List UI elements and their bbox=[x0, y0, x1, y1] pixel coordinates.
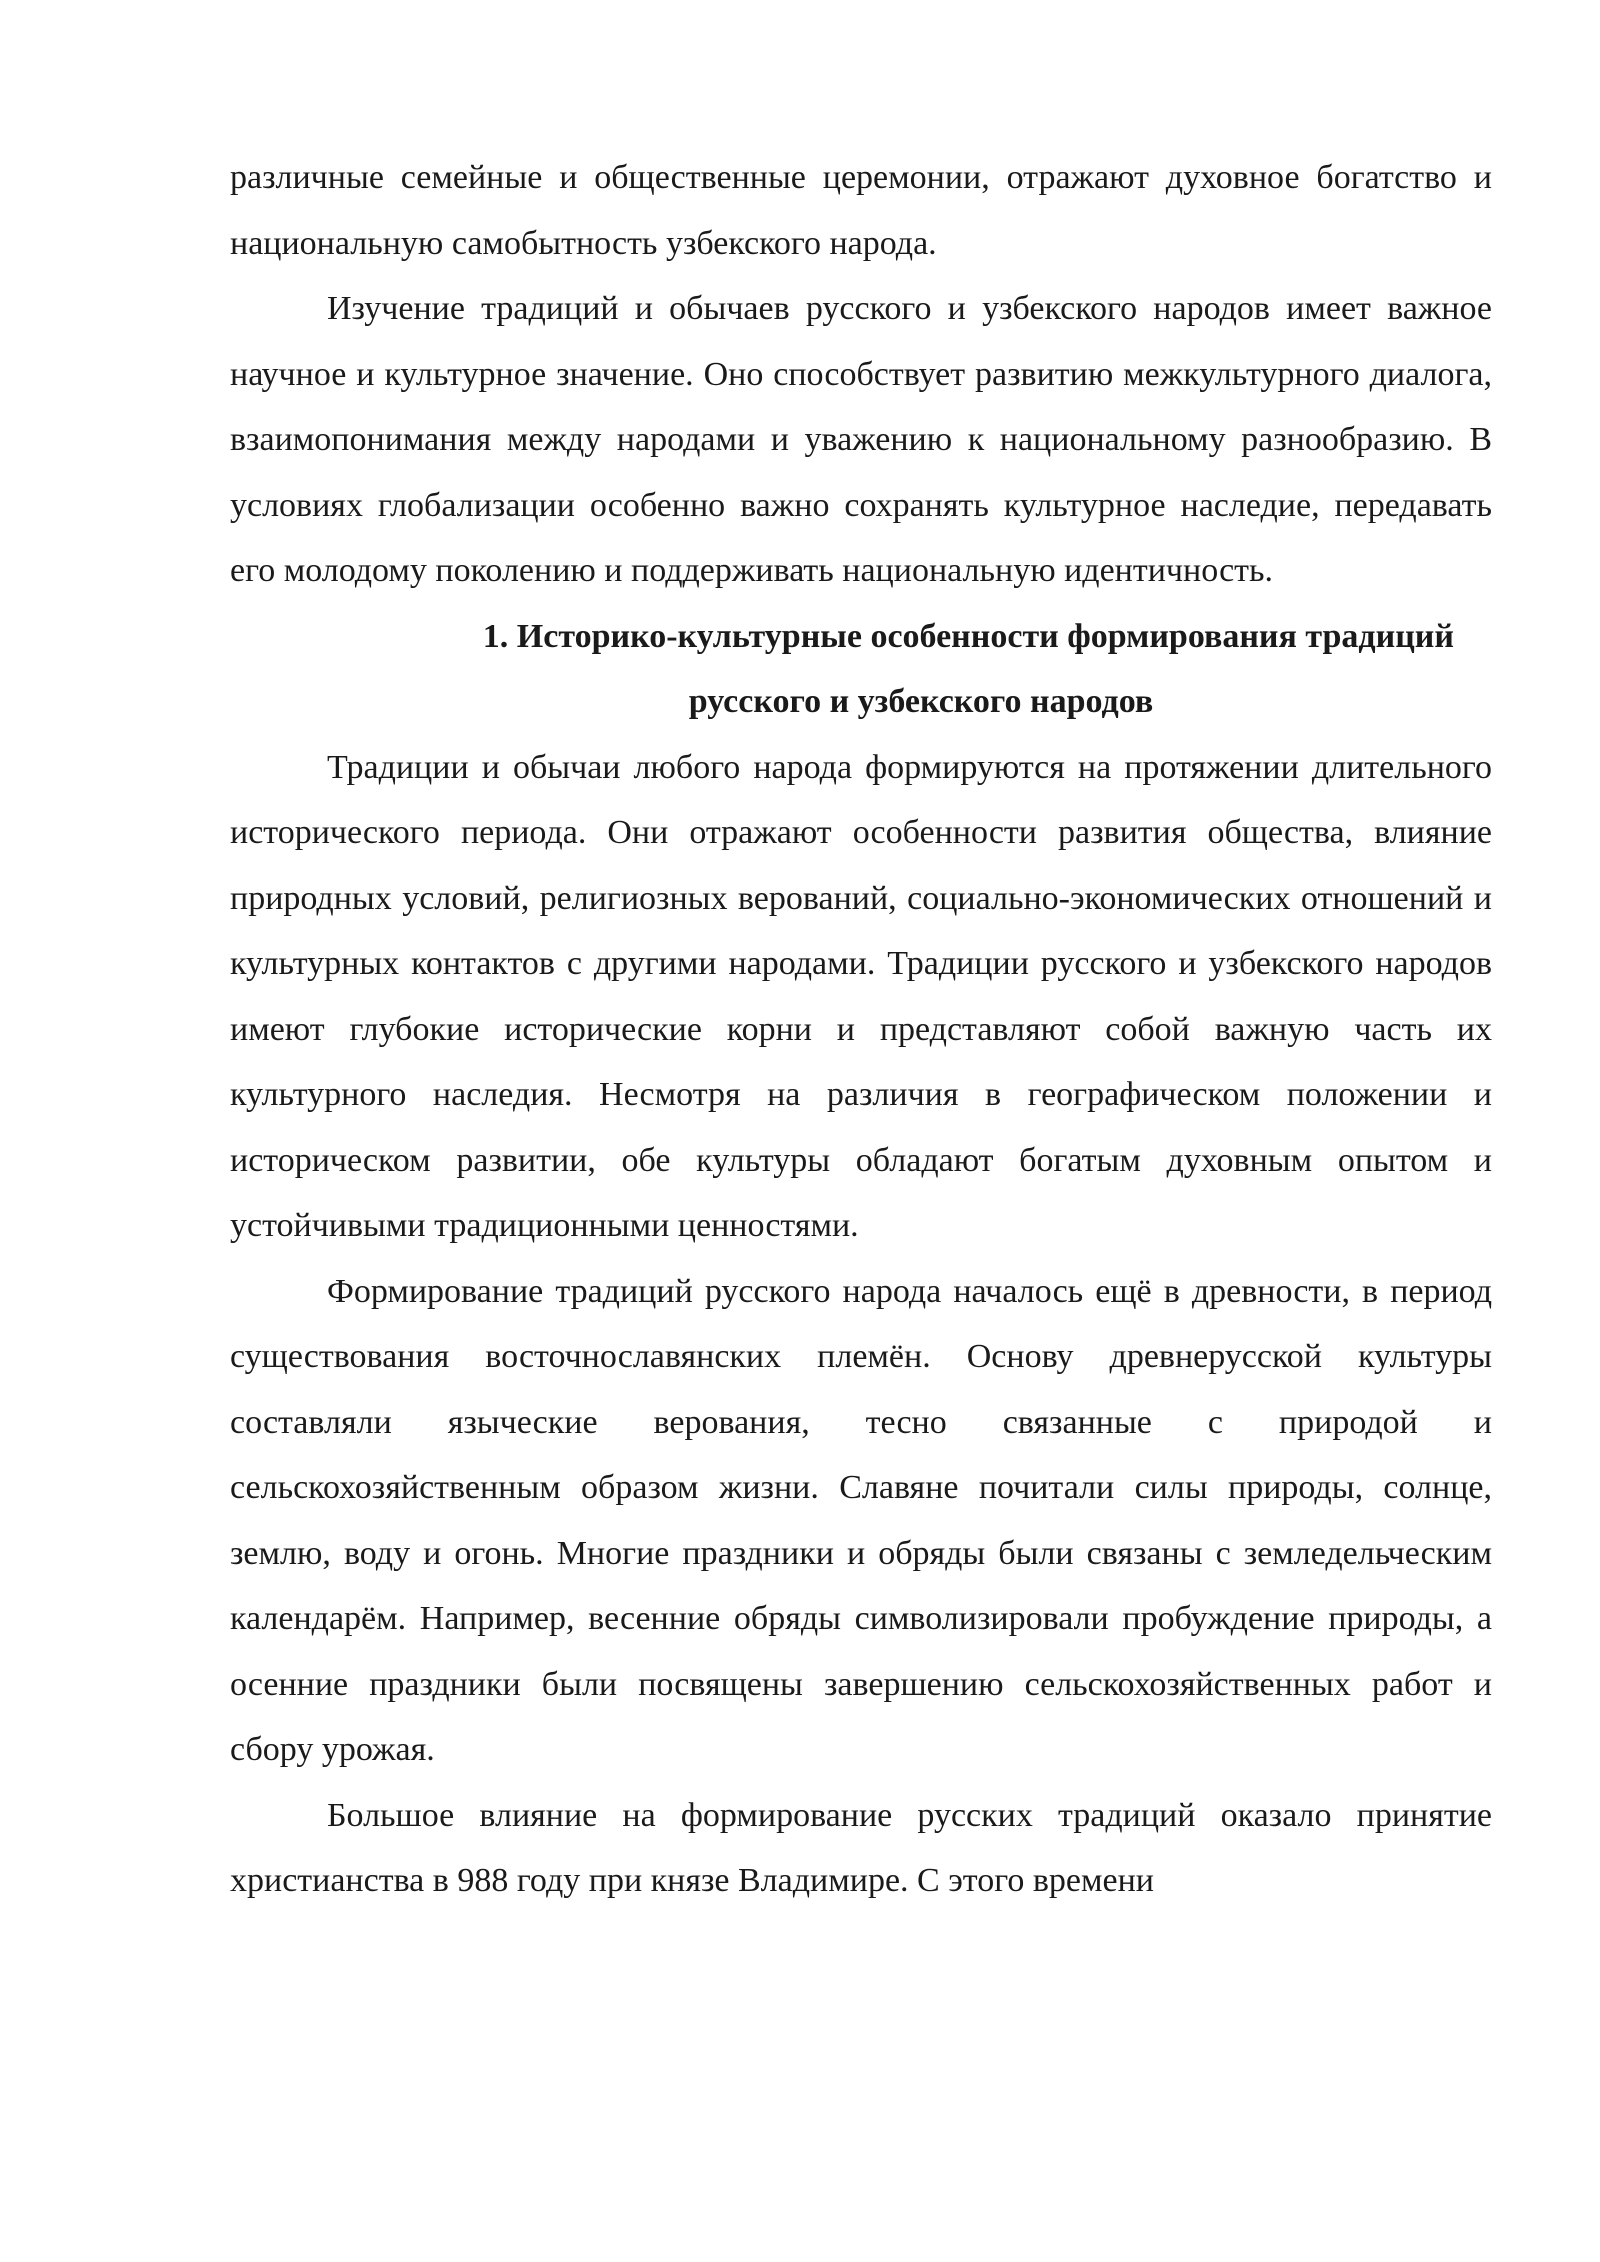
section-heading-line-2: русского и узбекского народов bbox=[688, 683, 1154, 720]
paragraph-5: Большое влияние на формирование русских традиций оказало принятие христианства в 988 году при князе Владимире. С этого времени bbox=[230, 1796, 1492, 1899]
document-page bbox=[230, 145, 1492, 1914]
paragraph-2: Изучение традиций и обычаев русского и узбекского народов имеет важное научное и культурное значение. Оно способствует развитию межкультурного диалога, взаимопонимания между народами и уважению к национальному разнообразию. В условиях глобализации особенно важно сохранять культурное наследие, передавать его молодому поколению и поддерживать национальную идентичность. bbox=[230, 290, 1492, 589]
paragraph-1: различные семейные и общественные церемонии, отражают духовное богатство и национальную самобытность узбекского народа. bbox=[230, 159, 1492, 262]
section-heading bbox=[230, 604, 1492, 735]
paragraph-3: Традиции и обычаи любого народа формируются на протяжении длительного исторического периода. Они отражают особенности развития общества, влияние природных условий, религиозных верований, социально-экономических отношений и культурных контактов с другими народами. Традиции русского и узбекского народов имеют глубокие исторические корни и представляют собой важную часть их культурного наследия. Несмотря на различия в географическом положении и историческом развитии, обе культуры обладают богатым духовным опытом и устойчивыми традиционными ценностями. bbox=[230, 748, 1492, 1244]
section-heading-line-1: 1. Историко-культурные особенности формирования традиций bbox=[482, 617, 1454, 655]
paragraph-4: Формирование традиций русского народа началось ещё в древности, в период существования восточнославянских племён. Основу древнерусской культуры составляли языческие верования, тесно связанные с природой и сельскохозяйственным образом жизни. Славяне почитали силы природы, солнце, землю, воду и огонь. Многие праздники и обряды были связаны с земледельческим календарём. Например, весенние обряды символизировали пробуждение природы, а осенние праздники были посвящены завершению сельскохозяйственных работ и сбору урожая. bbox=[230, 1272, 1492, 1768]
